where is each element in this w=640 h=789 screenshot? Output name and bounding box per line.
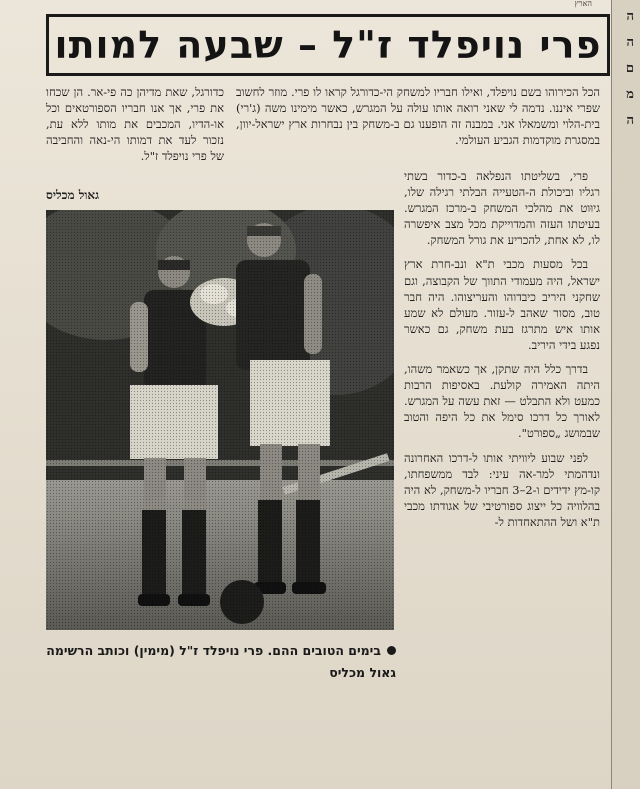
edge-letter: ה xyxy=(626,113,634,128)
article-ending: כדורגל, שאת מדיהן כה פי-אר. הן שכחו את פרי, אך אנו חבריו הספורטאים וכל או-הדיו, המכבים את מותו ללא עת, נזכור לעד את דמותו הי-נאה והחביבה של פרי נויפלד ז"ל. xyxy=(46,85,224,164)
photograph xyxy=(46,210,394,630)
edge-letter: ם xyxy=(625,61,634,76)
photo-caption xyxy=(46,640,396,684)
article-paragraph: בדרך כלל היה שתקן, אך כשאמר משהו, היתה האמירה קולעת. באסיפות הרבות כמעט ולא התבלט — זאת עשה על המגרש. לאורך כל דרכו סימל את כל היפה והטוב שבמושג „ספורט". xyxy=(404,362,600,441)
photo-illustration xyxy=(46,210,394,630)
page-top-strip: הארץ xyxy=(574,0,592,8)
edge-letter: מ xyxy=(626,87,634,102)
photo-caption-text: בימים הטובים ההם. פרי נויפלד ז"ל (מימין) וכותב הרשימה גאול מכליס xyxy=(46,643,396,680)
article-intro: הכל הכירוהו בשם נויפלד, ואילו חבריו למשחק הי-כדורגל קראו לו פרי. מוזר לחשוב שפרי איננו. נדמה לי שאני רואה אותו עולה על המגרש, כאשר מימינו משה (ג'רי) בית-הלוי ומשמאלו אני. במבנה זה הופענו גם ב-משחק בין נבחרות ארץ ישראל-יוון, במסגרת מוקדמות הגביע העולמי. xyxy=(236,85,600,148)
adjacent-column-edge xyxy=(611,0,640,789)
edge-letter: ה xyxy=(626,35,634,50)
article-paragraph: לפני שבוע ליוויתי אותו ל-דרכו האחרונה ונדהמתי למר-אה עיני: לבד ממשפחתו, קו-מץ ידידים ו-2–3 חבריו ל-משחק, לא היה בהלוויה כל ייצוג ספורטיבי של אגודתו מכבי ת"א ושל ההתאחדות ל- xyxy=(404,450,600,529)
headline-box xyxy=(46,14,610,76)
article-paragraph: בכל מסעות מכבי ת"א ונב-חרת ארץ ישראל, היה מעמודי התווך של הקבוצה, וגם שחקני היריב כיבדוהו והעריצוהו. היה חבר טוב, מסור שאהב ל-עזור. מעולם לא שמע אותו איש מתרגז בעת משחק, גם כאשר נפגע בידי היריב. xyxy=(404,257,600,352)
article-paragraph: פרי, בשליטתו הנפלאה ב-כדור בשתי רגליו וביכולת ה-הטעייה הבלתי רגילה שלו, גיוּוט את מהלכי המשחק ב-מרכז המגרש. בעיטתו העזה והמדוייקת מכל מצב איפשרה לו, לא אחת, להכריע את גורל המשחק. xyxy=(404,169,600,248)
edge-letter: ה xyxy=(626,9,634,24)
bullet-icon xyxy=(387,646,396,655)
article-left-column xyxy=(46,84,224,164)
article-byline: גאול מכליס xyxy=(46,188,100,202)
headline: פרי נויפלד ז"ל – שבעה למותו xyxy=(54,23,602,67)
article-right-column xyxy=(404,168,600,538)
